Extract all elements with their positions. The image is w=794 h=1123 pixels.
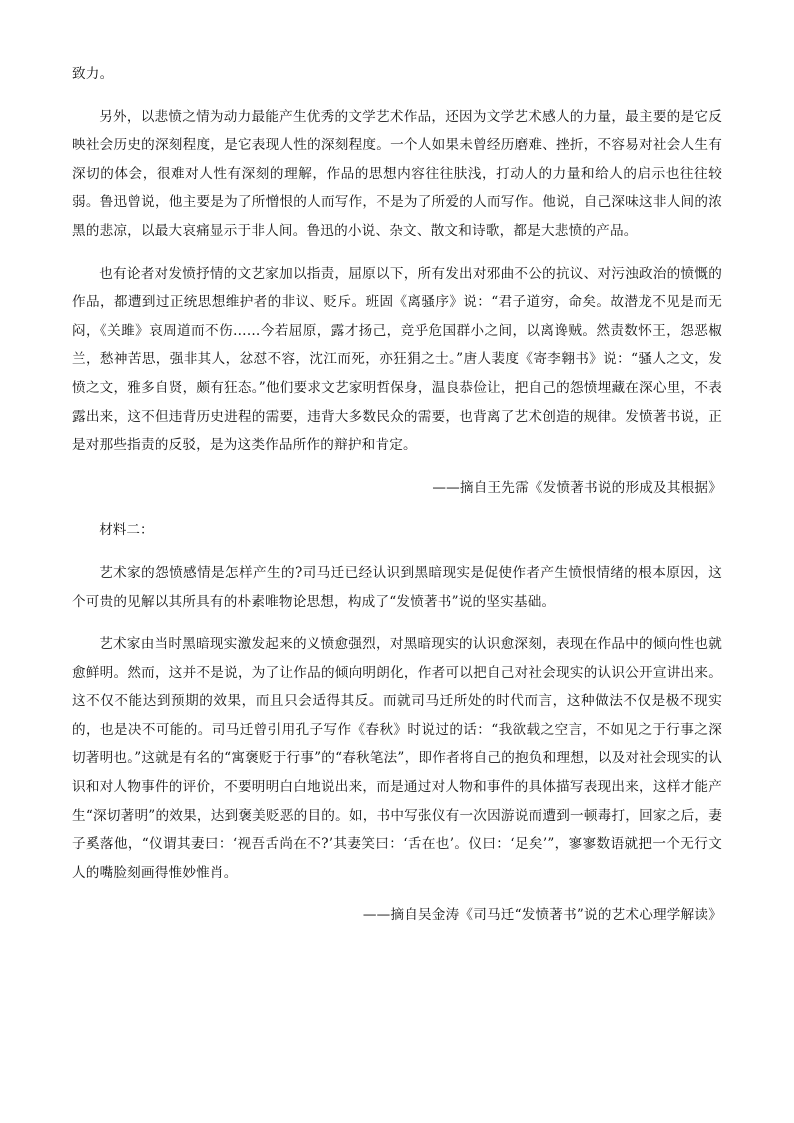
- document-page: [72, 60, 722, 930]
- material-one-paragraph-2: 也有论者对发愤抒情的文艺家加以指责，屈原以下，所有发出对邪曲不公的抗议、对污浊政治的愤慨的作品，都遭到过正统思想维护者的非议、贬斥。班固《离骚序》说：“君子道穷，命矣。故潜龙不见是而无闷，《关雎》哀周道而不伤……今若屈原，露才扬己，竞乎危国群小之间，以离谗贼。然责数怀王，怨恶椒兰，愁神苦思，强非其人，忿怼不容，沈江而死，亦狂狷之士。”唐人裴度《寄李翱书》说：“骚人之文，发愤之文，雅多自贤，颇有狂态。”他们要求文艺家明哲保身，温良恭俭让，把自己的怨愤埋藏在深心里，不表露出来，这不但违背历史进程的需要，违背大多数民众的需要，也背离了艺术创造的规律。发愤著书说，正是对那些指责的反驳，是为这类作品所作的辩护和肯定。: [72, 265, 722, 454]
- material-two-source: ——摘自吴金涛《司马迁“发愤著书”说的艺术心理学解读》: [362, 907, 722, 924]
- material-two-label: 材料二：: [99, 522, 154, 539]
- continuation-fragment: 致力。: [72, 66, 114, 82]
- material-one-paragraph-1: 另外，以悲愤之情为动力最能产生优秀的文学艺术作品，还因为文学艺术感人的力量，最主要的是它反映社会历史的深刻程度，是它表现人性的深刻程度。一个人如果未曾经历磨难、挫折，不容易对社会人生有深切的体会，很难对人性有深刻的理解，作品的思想内容往往肤浅，打动人的力量和给人的启示也往往较弱。鲁迅曾说，他主要是为了所憎恨的人而写作，不是为了所爱的人而写作。他说，自己深味这非人间的浓黑的悲凉，以最大哀痛显示于非人间。鲁迅的小说、杂文、散文和诗歌，都是大悲愤的产品。: [72, 108, 722, 239]
- material-two-paragraph-2: 艺术家由当时黑暗现实激发起来的义愤愈强烈，对黑暗现实的认识愈深刻，表现在作品中的倾向性也就愈鲜明。然而，这并不是说，为了让作品的倾向明朗化，作者可以把自己对社会现实的认识公开宣讲出来。这不仅不能达到预期的效果，而且只会适得其反。而就司马迁所处的时代而言，这种做法不仅是极不现实的，也是决不可能的。司马迁曾引用孔子写作《春秋》时说过的话：“我欲载之空言，不如见之于行事之深切著明也。”这就是有名的“寓褒贬于行事”的“春秋笔法”，即作者将自己的抱负和理想，以及对社会现实的认识和对人物事件的评价，不要明明白白地说出来，而是通过对人物和事件的具体描写表现出来，这样才能产生“深切著明”的效果，达到褒美贬恶的目的。如，书中写张仪有一次因游说而遭到一顿毒打，回家之后，妻子奚落他，“仪谓其妻曰：‘视吾舌尚在不?’其妻笑曰：‘舌在也’。仪曰：‘足矣’”，寥寥数语就把一个无行文人的嘴脸刻画得惟妙惟肖。: [72, 636, 722, 881]
- material-one-source: ——摘自王先霈《发愤著书说的形成及其根据》: [432, 479, 722, 496]
- material-two-paragraph-1: 艺术家的怨愤感情是怎样产生的?司马迁已经认识到黑暗现实是促使作者产生愤恨情绪的根本原因，这个可贵的见解以其所具有的朴素唯物论思想，构成了“发愤著书”说的坚实基础。: [72, 564, 722, 610]
